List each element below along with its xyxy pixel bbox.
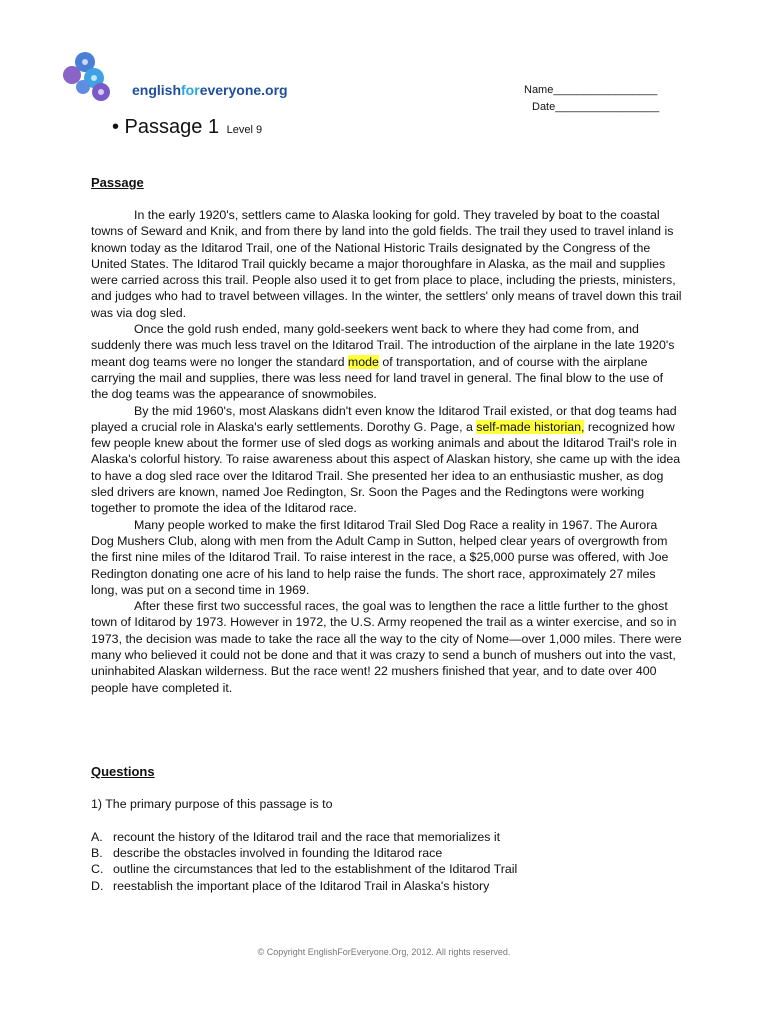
choice-a[interactable]: A. recount the history of the Iditarod trail and the race that memorializes it bbox=[91, 830, 501, 844]
puzzle-gears-logo-icon bbox=[58, 42, 128, 112]
question-1: 1) The primary purpose of this passage is to bbox=[91, 797, 333, 811]
date-field: Date_________________ bbox=[532, 101, 660, 113]
choice-b[interactable]: B. describe the obstacles involved in founding the Iditarod race bbox=[91, 846, 443, 861]
level-label: Level 9 bbox=[226, 124, 263, 136]
copyright-footer: © Copyright EnglishForEveryone.Org, 2012. All rights reserved. bbox=[257, 947, 511, 957]
passage-body bbox=[91, 207, 683, 696]
choice-c[interactable]: C. outline the circumstances that led to the establishment of the Iditarod Trail bbox=[91, 862, 518, 877]
passage-heading: Passage bbox=[91, 175, 144, 190]
paragraph-2: Once the gold rush ended, many gold-seekers went back to where they had come from, and suddenly there was much less travel on the Iditarod Trail. The introduction of the airplane in the late 1920's meant dog teams were no longer the standard mode of transportation, and of course with the airplane carrying the mail and supplies, there was less need for land travel in general. The final blow to the use of the dog teams was the appearance of snowmobiles. bbox=[91, 322, 675, 402]
highlighted-word: mode bbox=[347, 354, 379, 369]
answer-choices bbox=[91, 829, 517, 894]
paragraph-3: By the mid 1960's, most Alaskans didn't even know the Iditarod Trail existed, or that dog teams had played a crucial role in Alaska's early settlements. Dorothy G. Page, a self-made historian, recognized how few people knew about the former use of sled dogs as working animals and about the Iditarod Trail's role in Alaska's colorful history. To raise awareness about this aspect of Alaskan history, she came up with the idea to have a dog sled race over the Iditarod Trail. She presented her idea to an enthusiastic musher, as dog sled drivers are known, named Joe Redington, Sr. Soon the Pages and the Redingtons were working together to promote the idea of the Iditarod race. bbox=[91, 403, 681, 516]
highlighted-phrase: self-made historian, bbox=[476, 419, 585, 434]
paragraph-4: Many people worked to make the first Iditarod Trail Sled Dog Race a reality in 1967. The Aurora Dog Mushers Club, along with men from the Adult Camp in Sutton, helped clear years of overgrowth from the first nine miles of the Iditarod Trail. To raise interest in the race, a $25,000 purse was offered, with Joe Redington donating one acre of his land to help raise the funds. The short race, approximately 27 miles long, was put on a second time in 1969. bbox=[91, 517, 669, 597]
passage-title: • Passage 1 Level 9 bbox=[112, 116, 263, 138]
name-field: Name_________________ bbox=[524, 84, 658, 96]
questions-heading: Questions bbox=[91, 764, 155, 779]
choice-d[interactable]: D. reestablish the important place of the Iditarod Trail in Alaska's history bbox=[91, 878, 490, 893]
site-name: englishforeveryone.org bbox=[132, 82, 288, 98]
paragraph-5: After these first two successful races, the goal was to lengthen the race a little further to the ghost town of Iditarod by 1973. However in 1972, the U.S. Army reopened the trail as a winter exercise, and so in 1973, the decision was made to take the race all the way to the city of Nome—over 1,000 miles. There were many who believed it could not be done and that it was crazy to send a bunch of mushers out into the vast, uninhabited Alaskan wilderness. But the race went! 22 mushers finished that year, and to date over 400 people have completed it. bbox=[91, 599, 682, 695]
paragraph-1: In the early 1920's, settlers came to Alaska looking for gold. They traveled by boat to the coastal towns of Seward and Knik, and from there by land into the gold fields. The trail they used to travel inland is known today as the Iditarod Trail, one of the National Historic Trails designated by the Congress of the United States. The Iditarod Trail quickly became a major thoroughfare in Alaska, as the mail and supplies were carried across this trail. People also used it to get from place to place, including the priests, ministers, and judges who had to travel between villages. In the winter, the settlers' only means of travel down this trail was via dog sled. bbox=[91, 208, 682, 320]
